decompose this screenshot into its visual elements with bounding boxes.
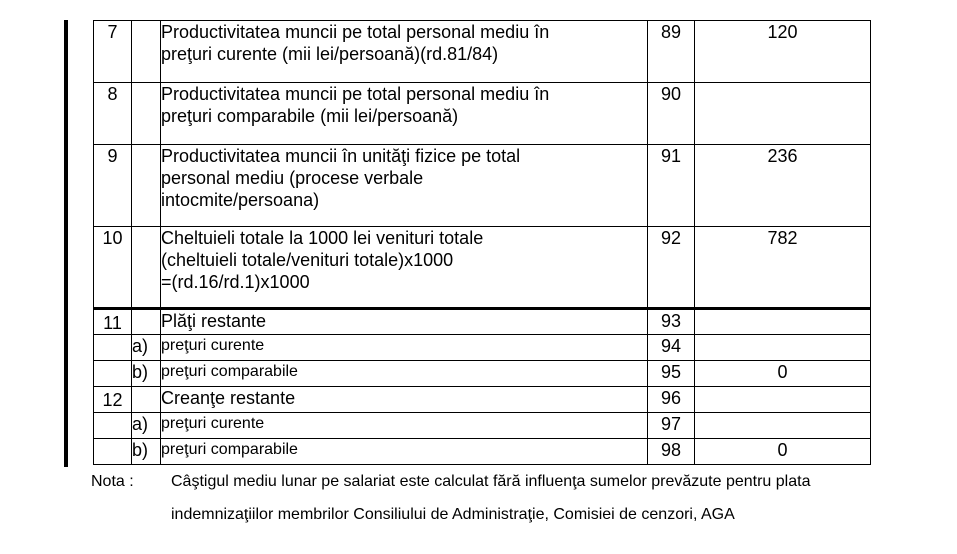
footnote-line: indemnizaţiilor membrilor Consiliului de Administraţie, Comisiei de cenzori, AGA bbox=[171, 506, 735, 523]
row-value bbox=[695, 83, 871, 145]
footnote-line: Câştigul mediu lunar pe salariat este calculat fără influenţa sumelor prevăzute pentru plata bbox=[171, 473, 811, 490]
description-line: preţuri curente (mii lei/persoană)(rd.81/84) bbox=[161, 44, 499, 64]
table-row bbox=[94, 83, 871, 145]
row-number: 10 bbox=[94, 227, 132, 309]
table-row bbox=[94, 439, 871, 465]
row-number bbox=[94, 335, 132, 361]
left-margin-rule bbox=[64, 20, 68, 467]
row-code: 89 bbox=[648, 21, 695, 83]
row-value: 236 bbox=[695, 145, 871, 227]
row-code: 98 bbox=[648, 439, 695, 465]
row-code: 91 bbox=[648, 145, 695, 227]
row-code: 95 bbox=[648, 361, 695, 387]
sub-label-cell bbox=[132, 227, 161, 309]
description-line: Productivitatea muncii în unităţi fizice pe total bbox=[161, 146, 521, 166]
row-value: 120 bbox=[695, 21, 871, 83]
row-code: 93 bbox=[648, 309, 695, 335]
row-code: 96 bbox=[648, 387, 695, 413]
row-code: 90 bbox=[648, 83, 695, 145]
row-value bbox=[695, 335, 871, 361]
row-description bbox=[161, 83, 648, 145]
sub-label-cell bbox=[132, 21, 161, 83]
sub-label: b) bbox=[132, 361, 161, 387]
row-description bbox=[161, 21, 648, 83]
row-value bbox=[695, 309, 871, 335]
row-number bbox=[94, 361, 132, 387]
row-number: 7 bbox=[94, 21, 132, 83]
row-description: Plăţi restante bbox=[161, 309, 648, 335]
description-line: Productivitatea muncii pe total personal mediu în bbox=[161, 84, 550, 104]
table-row bbox=[94, 21, 871, 83]
row-description: preţuri curente bbox=[161, 335, 648, 361]
table-row bbox=[94, 145, 871, 227]
row-description: preţuri comparabile bbox=[161, 439, 648, 465]
description-line: Productivitatea muncii pe total personal mediu în bbox=[161, 22, 550, 42]
description-line: personal mediu (procese verbale bbox=[161, 168, 424, 188]
sub-label bbox=[132, 387, 161, 413]
row-value bbox=[695, 387, 871, 413]
table-row bbox=[94, 413, 871, 439]
row-number: 12 bbox=[94, 387, 132, 413]
description-line: =(rd.16/rd.1)x1000 bbox=[161, 272, 310, 292]
row-code: 97 bbox=[648, 413, 695, 439]
table-row bbox=[94, 387, 871, 413]
description-line: (cheltuieli totale/venituri totale)x1000 bbox=[161, 250, 454, 270]
row-number: 11 bbox=[94, 309, 132, 335]
description-line: intocmite/persoana) bbox=[161, 190, 320, 210]
row-number bbox=[94, 413, 132, 439]
row-description: preţuri comparabile bbox=[161, 361, 648, 387]
sub-label: b) bbox=[132, 439, 161, 465]
sub-label: a) bbox=[132, 413, 161, 439]
row-description bbox=[161, 145, 648, 227]
row-description bbox=[161, 227, 648, 309]
footnote-text bbox=[171, 471, 931, 537]
table-row bbox=[94, 309, 871, 335]
description-line: preţuri comparabile (mii lei/persoană) bbox=[161, 106, 459, 126]
row-value: 0 bbox=[695, 361, 871, 387]
footnote-label: Nota : bbox=[91, 473, 134, 490]
table-row bbox=[94, 335, 871, 361]
sub-label-cell bbox=[132, 83, 161, 145]
row-code: 94 bbox=[648, 335, 695, 361]
row-value: 782 bbox=[695, 227, 871, 309]
row-number: 8 bbox=[94, 83, 132, 145]
indicators-table bbox=[93, 20, 871, 465]
row-value: 0 bbox=[695, 439, 871, 465]
description-line: Cheltuieli totale la 1000 lei venituri totale bbox=[161, 228, 484, 248]
table-row bbox=[94, 227, 871, 309]
sub-label bbox=[132, 309, 161, 335]
sub-label: a) bbox=[132, 335, 161, 361]
row-number: 9 bbox=[94, 145, 132, 227]
row-description: Creanţe restante bbox=[161, 387, 648, 413]
row-code: 92 bbox=[648, 227, 695, 309]
row-description: preţuri curente bbox=[161, 413, 648, 439]
row-number bbox=[94, 439, 132, 465]
row-value bbox=[695, 413, 871, 439]
table-row bbox=[94, 361, 871, 387]
sub-label-cell bbox=[132, 145, 161, 227]
